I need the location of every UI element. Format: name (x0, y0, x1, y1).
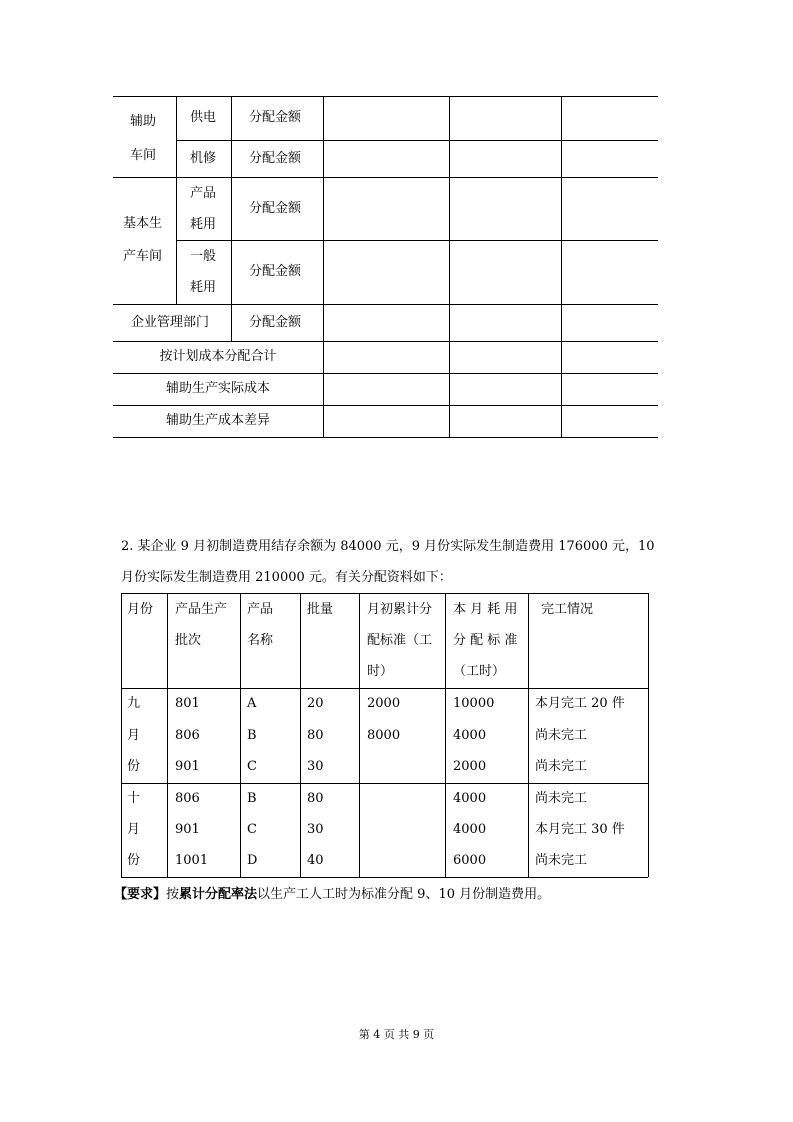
oct-product: D (247, 853, 258, 868)
product-use-label-1: 产品 (190, 186, 217, 201)
management-label: 企业管理部门 (131, 315, 210, 330)
power-label: 供电 (190, 110, 217, 125)
oct-qty: 40 (307, 853, 324, 868)
general-use-label-2: 耗用 (190, 280, 217, 295)
problem-2-line-2: 月份实际发生制造费用 210000 元。有关分配资料如下： (121, 570, 452, 585)
sep-month-1: 九 (127, 696, 141, 711)
oct-qty: 80 (307, 791, 324, 806)
alloc-amount-label: 分配金额 (249, 264, 302, 279)
header-cur-3: （工时） (453, 664, 506, 679)
oct-product: B (247, 791, 257, 806)
header-batch-1: 产品生产 (175, 602, 228, 617)
header-cur-1: 本 月 耗 用 (453, 602, 518, 617)
sep-qty: 80 (307, 728, 324, 743)
sep-status: 尚未完工 (535, 728, 588, 743)
header-batch-2: 批次 (175, 633, 202, 648)
header-cum-1: 月初累计分 (367, 602, 433, 617)
header-product-2: 名称 (247, 633, 274, 648)
product-use-label-2: 耗用 (190, 217, 217, 232)
sep-product: C (247, 759, 257, 774)
general-use-label-1: 一般 (190, 249, 217, 264)
oct-cur: 4000 (453, 791, 487, 806)
oct-product: C (247, 822, 257, 837)
header-qty: 批量 (307, 602, 334, 617)
cost-diff-label: 辅助生产成本差异 (165, 413, 270, 428)
oct-month-2: 月 (127, 822, 141, 837)
sep-cur: 2000 (453, 759, 487, 774)
alloc-amount-label: 分配金额 (249, 151, 302, 166)
requirement-prefix: 【要求】 (114, 887, 167, 902)
alloc-amount-label: 分配金额 (249, 201, 302, 216)
sep-status: 本月完工 20 件 (535, 696, 625, 711)
oct-status: 尚未完工 (535, 791, 588, 806)
sep-batch: 901 (175, 759, 200, 774)
header-product-1: 产品 (247, 602, 274, 617)
header-status: 完工情况 (541, 602, 594, 617)
problem-2-line-1: 2. 某企业 9 月初制造费用结存余额为 84000 元，9 月份实际发生制造费用 176000 元，10 (121, 539, 655, 554)
requirement-rest: 以生产工人工时为标准分配 9、10 月份制造费用。 (257, 887, 551, 902)
oct-batch: 1001 (175, 853, 209, 868)
aux-workshop-label-2: 车间 (130, 148, 157, 163)
requirement-pre: 按 (166, 887, 180, 902)
sep-qty: 30 (307, 759, 324, 774)
oct-cur: 6000 (453, 853, 487, 868)
oct-month-1: 十 (127, 791, 141, 806)
oct-qty: 30 (307, 822, 324, 837)
header-cum-2: 配标准（工 (367, 633, 433, 648)
header-month: 月份 (127, 602, 154, 617)
basic-workshop-label-2: 产车间 (123, 249, 163, 264)
sep-cum: 8000 (367, 728, 401, 743)
alloc-amount-label: 分配金额 (249, 110, 302, 125)
header-cum-3: 时） (367, 664, 394, 679)
actual-cost-label: 辅助生产实际成本 (165, 381, 270, 396)
oct-batch: 806 (175, 791, 200, 806)
oct-batch: 901 (175, 822, 200, 837)
requirement-line (114, 887, 550, 903)
sep-cur: 4000 (453, 728, 487, 743)
oct-month-3: 份 (127, 853, 141, 868)
oct-status: 本月完工 30 件 (535, 822, 625, 837)
oct-cur: 4000 (453, 822, 487, 837)
repair-label: 机修 (190, 151, 217, 166)
page-number: 第 4 页 共 9 页 (358, 1028, 435, 1041)
basic-workshop-label-1: 基本生 (123, 216, 163, 231)
sep-batch: 801 (175, 696, 200, 711)
sep-product: B (247, 728, 257, 743)
sep-qty: 20 (307, 696, 324, 711)
sep-product: A (247, 696, 257, 711)
sep-cur: 10000 (453, 696, 495, 711)
sep-status: 尚未完工 (535, 759, 588, 774)
plan-total-label: 按计划成本分配合计 (159, 349, 277, 364)
sep-cum: 2000 (367, 696, 401, 711)
sep-batch: 806 (175, 728, 200, 743)
oct-status: 尚未完工 (535, 853, 588, 868)
requirement-method: 累计分配率法 (179, 887, 258, 902)
sep-month-2: 月 (127, 728, 141, 743)
alloc-amount-label: 分配金额 (249, 315, 302, 330)
header-cur-2: 分 配 标 准 (453, 633, 518, 648)
sep-month-3: 份 (127, 759, 141, 774)
aux-workshop-label-1: 辅助 (130, 114, 157, 129)
